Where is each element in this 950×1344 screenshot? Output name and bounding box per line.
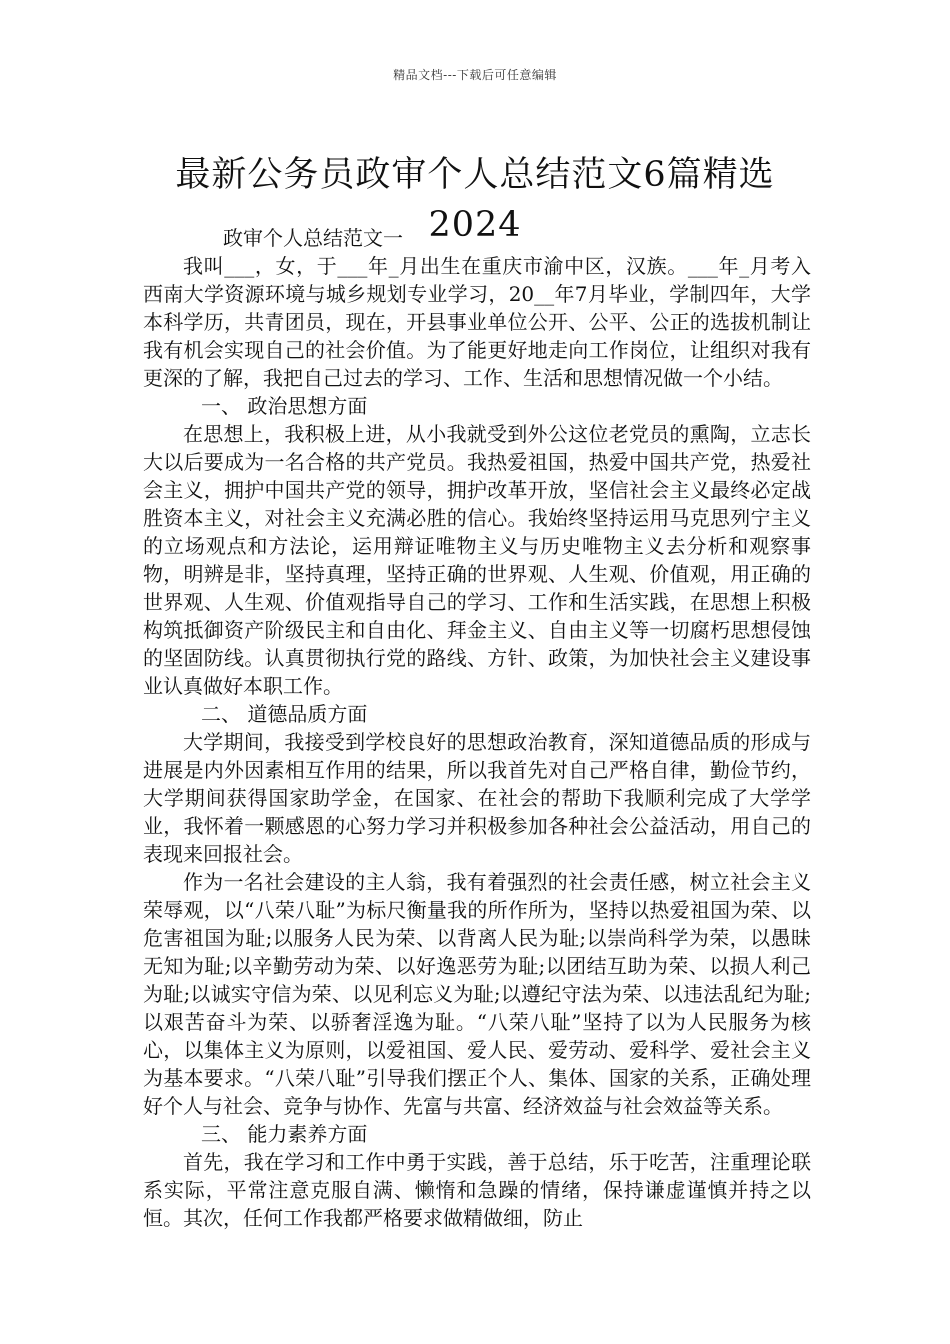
body-paragraph: 首先，我在学习和工作中勇于实践，善于总结，乐于吃苦，注重理论联系实际，平常注意克服自满、懒惰和急躁的情绪，保持谦虚谨慎并持之以恒。其次，任何工作我都严格要求做精做细，防止: [143, 1150, 811, 1230]
page-header: 精品文档---下载后可任意编辑: [393, 68, 557, 82]
section-heading: 二、 道德品质方面: [201, 702, 368, 726]
document-body: [143, 224, 811, 1232]
section-heading: 三、 能力素养方面: [201, 1122, 368, 1146]
document-subtitle: 政审个人总结范文一: [223, 226, 403, 250]
body-paragraph: 作为一名社会建设的主人翁，我有着强烈的社会责任感，树立社会主义荣辱观，以“八荣八耻”为标尺衡量我的所作所为，坚持以热爱祖国为荣、以危害祖国为耻;以服务人民为荣、以背离人民为耻;以崇尚科学为荣，以愚昧无知为耻;以辛勤劳动为荣、以好逸恶劳为耻;以团结互助为荣、以损人利己为耻;以诚实守信为荣、以见利忘义为耻;以遵纪守法为荣、以违法乱纪为耻;以艰苦奋斗为荣、以骄奢淫逸为耻。“八荣八耻”坚持了以为人民服务为核心，以集体主义为原则，以爱祖国、爱人民、爱劳动、爱科学、爱社会主义为基本要求。“八荣八耻”引导我们摆正个人、集体、国家的关系，正确处理好个人与社会、竞争与协作、先富与共富、经济效益与社会效益等关系。: [143, 870, 811, 1118]
section-heading: 一、 政治思想方面: [201, 394, 368, 418]
body-paragraph: 在思想上，我积极上进，从小我就受到外公这位老党员的熏陶，立志长大以后要成为一名合格的共产党员。我热爱祖国，热爱中国共产党，热爱社会主义，拥护中国共产党的领导，拥护改革开放，坚信社会主义最终必定战胜资本主义，对社会主义充满必胜的信心。我始终坚持运用马克思列宁主义的立场观点和方法论，运用辩证唯物主义与历史唯物主义去分析和观察事物，明辨是非，坚持真理，坚持正确的世界观、人生观、价值观，用正确的世界观、人生观、价值观指导自己的学习、工作和生活实践，在思想上积极构筑抵御资产阶级民主和自由化、拜金主义、自由主义等一切腐朽思想侵蚀的坚固防线。认真贯彻执行党的路线、方针、政策，为加快社会主义建设事业认真做好本职工作。: [143, 422, 811, 698]
document-title: 最新公务员政审个人总结范文6篇精选2024: [175, 155, 775, 246]
body-paragraph: 我叫___，女，于___年_月出生在重庆市渝中区，汉族。___年_月考入西南大学资源环境与城乡规划专业学习，20__年7月毕业，学制四年，大学本科学历，共青团员，现在，开县事业单位公开、公平、公正的选拔机制让我有机会实现自己的社会价值。为了能更好地走向工作岗位，让组织对我有更深的了解，我把自己过去的学习、工作、生活和思想情况做一个小结。: [143, 254, 811, 390]
body-paragraph: 大学期间，我接受到学校良好的思想政治教育，深知道德品质的形成与进展是内外因素相互作用的结果，所以我首先对自己严格自律，勤俭节约，大学期间获得国家助学金，在国家、在社会的帮助下我顺利完成了大学学业，我怀着一颗感恩的心努力学习并积极参加各种社会公益活动，用自己的表现来回报社会。: [143, 730, 811, 866]
